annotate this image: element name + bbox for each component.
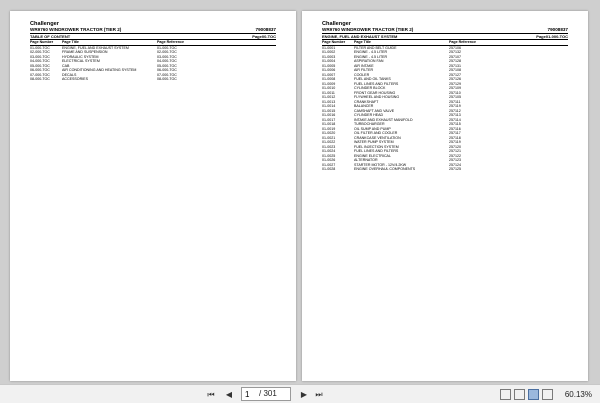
toc-page-number: 01-0015 <box>322 108 336 113</box>
toc-page-reference: 257114 <box>449 117 461 122</box>
page-number-box <box>241 387 291 401</box>
toc-page-number: 01-0020 <box>322 131 336 135</box>
toc-page-title: ELECTRICAL SYSTEM <box>62 59 100 63</box>
toc-page-number: 01-0021 <box>322 135 336 140</box>
toc-page-reference: 06-000-TOC <box>157 68 177 72</box>
page-reference: Page01-000-TOC <box>536 34 568 39</box>
toc-page-number: 01-0007 <box>322 72 336 77</box>
document-code: 79008837 <box>547 27 568 32</box>
toc-page-reference: 07-000-TOC <box>157 72 177 77</box>
toc-page-title: OIL FILTER AND COOLER <box>354 131 398 135</box>
toc-page-reference: 257128 <box>449 59 461 63</box>
toc-page-number: 01-0013 <box>322 99 336 104</box>
section-title: ENGINE, FUEL AND EXHAUST SYSTEM <box>322 34 398 39</box>
toc-page-reference: 257123 <box>449 158 461 162</box>
toc-page-reference: 257121 <box>449 149 461 153</box>
toc-page-number: 01-0027 <box>322 162 336 167</box>
toc-page-title: FLYWHEEL AND HOUSING <box>354 95 400 99</box>
toc-page-title: WATER PUMP SYSTEM <box>354 140 394 144</box>
document-code: 79008837 <box>255 27 276 32</box>
toc-page-reference: 257132 <box>449 50 461 54</box>
toc-row[interactable] <box>322 167 568 172</box>
toc-page-number: 03-000-TOC <box>30 54 50 59</box>
toc-page-title: FUEL INJECTION SYSTEM <box>354 144 399 149</box>
toc-page-title: AIR FILTER <box>354 68 374 72</box>
toc-page-number: 01-0026 <box>322 158 336 162</box>
toc-page-reference: 257122 <box>449 153 461 158</box>
toc-page-reference: 257117 <box>449 131 461 135</box>
toc-page-reference: 257107 <box>449 54 461 59</box>
toc-page-title: CAMSHAFT AND VALVE <box>354 108 395 113</box>
column-header-page-number: Page Number <box>30 40 62 45</box>
last-page-icon[interactable]: ⏭ <box>315 390 323 399</box>
next-page-icon[interactable]: ▶ <box>300 390 308 399</box>
toc-page-number: 01-0028 <box>322 167 336 171</box>
total-pages: / 301 <box>259 389 277 398</box>
toc-page-reference: 257108 <box>449 68 461 72</box>
toc-page-reference: 257119 <box>449 140 461 144</box>
toc-page-title: FUEL AND OIL TANKS <box>354 77 391 81</box>
page-content <box>322 21 568 172</box>
toc-table <box>30 40 276 82</box>
toc-page-title: CRANKCASE VENTILATION <box>354 135 401 140</box>
toc-page-number: 01-0017 <box>322 117 336 122</box>
first-page-icon[interactable]: ⏮ <box>207 390 215 399</box>
pdf-toolbar <box>0 384 600 403</box>
current-page-input[interactable] <box>242 388 259 400</box>
toc-page-number: 01-0025 <box>322 153 336 158</box>
toc-page-title: FRAME AND SUSPENSION <box>62 50 108 54</box>
toc-page-title: TURBOCHARGER <box>354 122 385 126</box>
toc-page-reference: 257109 <box>449 86 461 90</box>
toc-page-number: 01-0014 <box>322 104 336 108</box>
toc-page-number: 01-000-TOC <box>30 45 50 50</box>
toc-page-number: 01-0019 <box>322 126 336 131</box>
toc-row[interactable] <box>30 77 276 82</box>
toc-page-reference: 04-000-TOC <box>157 59 177 63</box>
toc-page-number: 01-0004 <box>322 59 336 63</box>
toc-page-number: 04-000-TOC <box>30 59 50 63</box>
toc-page-title: ENGINE - 4.5 LITER <box>354 50 388 54</box>
toc-page-title: ACCESSORIES <box>62 77 88 81</box>
zoom-level[interactable]: 60.13% <box>564 390 592 399</box>
two-page-view-icon[interactable] <box>528 389 539 400</box>
toc-page-reference: 257116 <box>449 126 461 131</box>
toc-page-title: AIR CONDITIONING AND HEATING SYSTEM <box>62 68 137 72</box>
page-reference: Page00-TOC <box>252 34 276 39</box>
document-title: WR9760 WINDROWER TRACTOR (TIER 2) <box>30 27 122 32</box>
toc-page-reference: 257119 <box>449 104 461 108</box>
toc-page-reference: 257105 <box>449 95 461 99</box>
toc-page-title: BALANCER <box>354 104 374 108</box>
section-title-row <box>30 34 276 40</box>
column-header-page-reference: Page Reference <box>449 40 568 45</box>
single-page-view-icon[interactable] <box>500 389 511 400</box>
section-title-row <box>322 34 568 40</box>
toc-page-reference: 257113 <box>449 113 461 117</box>
toc-page-title: CYLINDER BLOCK <box>354 86 386 90</box>
toc-page-title: CRANKSHAFT <box>354 99 379 104</box>
toc-page-title: AIR INTAKE <box>354 63 374 68</box>
toc-page-reference: 02-000-TOC <box>157 50 177 54</box>
toc-page-number: 02-000-TOC <box>30 50 50 54</box>
toc-page-number: 01-0024 <box>322 149 336 153</box>
toc-page-title: ENGINE, FUEL AND EXHAUST SYSTEM <box>62 45 129 50</box>
toc-page-title: FILTER AND BELT GUIDE <box>354 45 397 50</box>
toc-page-reference: 08-000-TOC <box>157 77 177 81</box>
column-header-page-reference: Page Reference <box>157 40 276 45</box>
toc-page-title: COOLER <box>354 72 370 77</box>
toc-page-number: 01-0008 <box>322 77 336 81</box>
document-page-left <box>10 11 296 381</box>
previous-page-icon[interactable]: ◀ <box>225 390 233 399</box>
toc-page-reference: 257124 <box>449 162 461 167</box>
toc-page-reference: 03-000-TOC <box>157 54 177 59</box>
toc-page-reference: 257112 <box>449 108 461 113</box>
column-header-page-title: Page Title <box>62 40 157 45</box>
column-header-page-title: Page Title <box>354 40 449 45</box>
toc-page-number: 01-0009 <box>322 81 336 86</box>
toc-page-number: 01-0001 <box>322 45 336 50</box>
toc-page-number: 01-0023 <box>322 144 336 149</box>
toc-page-title: OIL SUMP AND PUMP <box>354 126 391 131</box>
toc-page-reference: 257127 <box>449 72 461 77</box>
toc-page-title: FUEL LINES AND FILTERS <box>354 81 399 86</box>
document-title-row <box>30 27 276 34</box>
continuous-view-icon[interactable] <box>514 389 525 400</box>
toc-page-title: CYLINDER HEAD <box>354 113 384 117</box>
toc-page-reference: 05-000-TOC <box>157 63 177 68</box>
toc-page-title: ALTERNATOR <box>354 158 378 162</box>
toc-page-number: 01-0022 <box>322 140 336 144</box>
toc-page-title: STARTER MOTOR - 12V/4.2KW <box>354 162 407 167</box>
document-title: WR9760 WINDROWER TRACTOR (TIER 2) <box>322 27 414 32</box>
toc-page-number: 01-0005 <box>322 63 336 68</box>
toc-page-number: 06-000-TOC <box>30 68 50 72</box>
toc-page-title: ENGINE - 4.5 LITER <box>354 54 388 59</box>
toc-page-number: 01-0010 <box>322 86 336 90</box>
toc-page-title: DECALS <box>62 72 77 77</box>
toc-page-reference: 257111 <box>449 99 461 104</box>
toc-page-number: 01-0012 <box>322 95 336 99</box>
toc-page-reference: 257115 <box>449 122 461 126</box>
toc-page-title: ENGINE ELECTRICAL <box>354 153 391 158</box>
section-title: TABLE OF CONTENT <box>30 34 71 39</box>
document-page-right <box>302 11 588 381</box>
toc-page-title: HYDRAULIC SYSTEM <box>62 54 99 59</box>
toc-page-title: ENGINE OVERHAUL COMPONENTS <box>354 167 416 171</box>
toc-page-reference: 257118 <box>449 135 461 140</box>
toc-body <box>322 45 568 172</box>
toc-page-number: 01-0002 <box>322 50 336 54</box>
toc-page-number: 01-0011 <box>322 90 335 95</box>
brand-name: Challenger <box>322 21 351 27</box>
toc-table <box>322 40 568 172</box>
toc-page-reference: 257126 <box>449 77 461 81</box>
toc-page-title: FUEL LINES AND FILTERS <box>354 149 399 153</box>
document-title-row <box>322 27 568 34</box>
toc-page-reference: 257131 <box>449 63 461 68</box>
toc-page-number: 05-000-TOC <box>30 63 50 68</box>
toc-page-reference: 257106 <box>449 45 461 50</box>
column-header-page-number: Page Number <box>322 40 354 45</box>
toc-page-number: 08-000-TOC <box>30 77 50 81</box>
toc-page-number: 01-0003 <box>322 54 336 59</box>
toc-page-number: 01-0006 <box>322 68 336 72</box>
toc-page-number: 01-0018 <box>322 122 336 126</box>
brand-name: Challenger <box>30 21 59 27</box>
toc-page-reference: 257120 <box>449 144 461 149</box>
toc-page-title: FRONT GEAR HOUSING <box>354 90 396 95</box>
toc-page-reference: 257110 <box>449 90 461 95</box>
toc-page-reference: 257129 <box>449 81 461 86</box>
toc-page-reference: 257125 <box>449 167 461 171</box>
toc-page-reference: 01-000-TOC <box>157 45 177 50</box>
toc-body <box>30 45 276 82</box>
page-content <box>30 21 276 82</box>
toc-page-title: ASPIRATION FAN <box>354 59 384 63</box>
toc-page-number: 01-0016 <box>322 113 336 117</box>
toc-page-number: 07-000-TOC <box>30 72 50 77</box>
toc-page-title: INTAKE AND EXHAUST MANIFOLD <box>354 117 413 122</box>
toc-page-title: CAB <box>62 63 70 68</box>
fit-width-view-icon[interactable] <box>542 389 553 400</box>
